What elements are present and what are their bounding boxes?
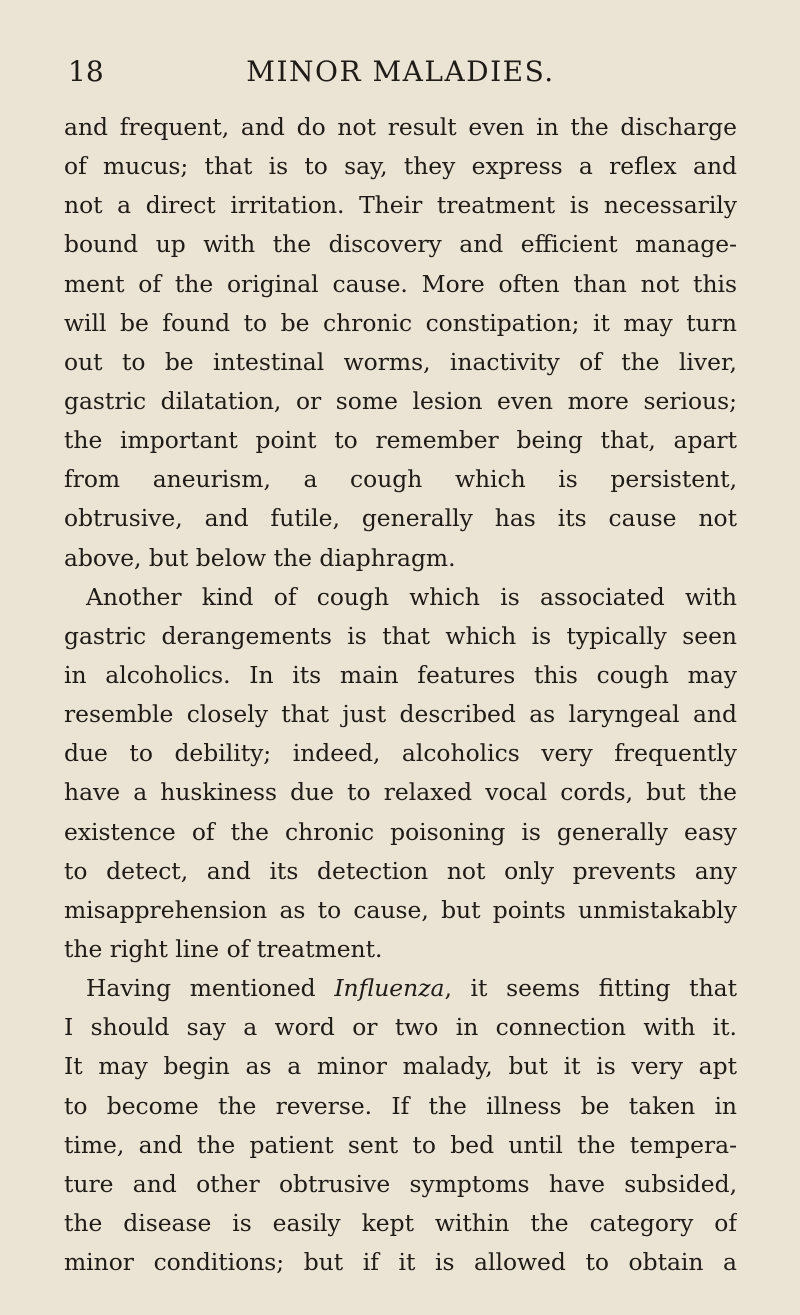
page-number: 18 <box>68 55 104 88</box>
text-line: the disease is easily kept within the category of <box>64 1208 737 1237</box>
text-line: gastric dilatation, or some lesion even more serious; <box>64 386 737 415</box>
text-line: It may begin as a minor malady, but it is very apt <box>64 1052 737 1081</box>
text-line: I should say a word or two in connection with it. <box>64 1013 737 1042</box>
text-line: due to debility; indeed, alcoholics very frequently <box>64 739 737 768</box>
text-line: gastric derangements is that which is typically seen <box>64 621 737 650</box>
text-line: time, and the patient sent to bed until the tempera- <box>64 1130 737 1159</box>
text-line: of mucus; that is to say, they express a reflex and <box>64 152 737 181</box>
text-line: resemble closely that just described as laryngeal and <box>64 700 737 729</box>
text-line: existence of the chronic poisoning is generally easy <box>64 817 737 846</box>
text-line: will be found to be chronic constipation; it may turn <box>64 308 737 337</box>
text-line: the right line of treatment. <box>64 934 383 963</box>
text-line: out to be intestinal worms, inactivity of the liver, <box>64 347 737 376</box>
text-line: and frequent, and do not result even in the discharge <box>64 113 737 141</box>
text-line: misapprehension as to cause, but points unmistakably <box>64 895 737 924</box>
text-line: ment of the original cause. More often than not this <box>64 269 737 298</box>
page-header <box>64 52 737 92</box>
text-line: above, but below the diaphragm. <box>64 543 456 572</box>
text-line: to detect, and its detection not only prevents any <box>64 856 737 885</box>
text-segment: Having mentioned <box>86 974 335 1003</box>
text-line: the important point to remember being that, apart <box>64 426 737 455</box>
text-line: bound up with the discovery and efficient manage- <box>64 230 737 259</box>
text-line: obtrusive, and futile, generally has its cause not <box>64 504 737 533</box>
text-line: to become the reverse. If the illness be taken in <box>64 1091 737 1120</box>
text-line: have a huskiness due to relaxed vocal cords, but the <box>64 778 737 807</box>
italic-term: Influenza <box>334 974 445 1003</box>
text-segment: , it seems fitting that <box>444 974 737 1003</box>
text-line: not a direct irritation. Their treatment is necessarily <box>64 191 737 220</box>
text-line: in alcoholics. In its main features this cough may <box>64 660 737 689</box>
text-line: Another kind of cough which is associated with <box>86 582 737 611</box>
text-line: from aneurism, a cough which is persistent, <box>64 465 737 494</box>
body-text <box>64 108 737 1282</box>
text-line: minor conditions; but if it is allowed to obtain a <box>64 1248 737 1277</box>
text-line <box>64 969 737 1008</box>
text-line: ture and other obtrusive symptoms have subsided, <box>64 1169 737 1198</box>
running-head: MINOR MALADIES. <box>246 55 555 88</box>
